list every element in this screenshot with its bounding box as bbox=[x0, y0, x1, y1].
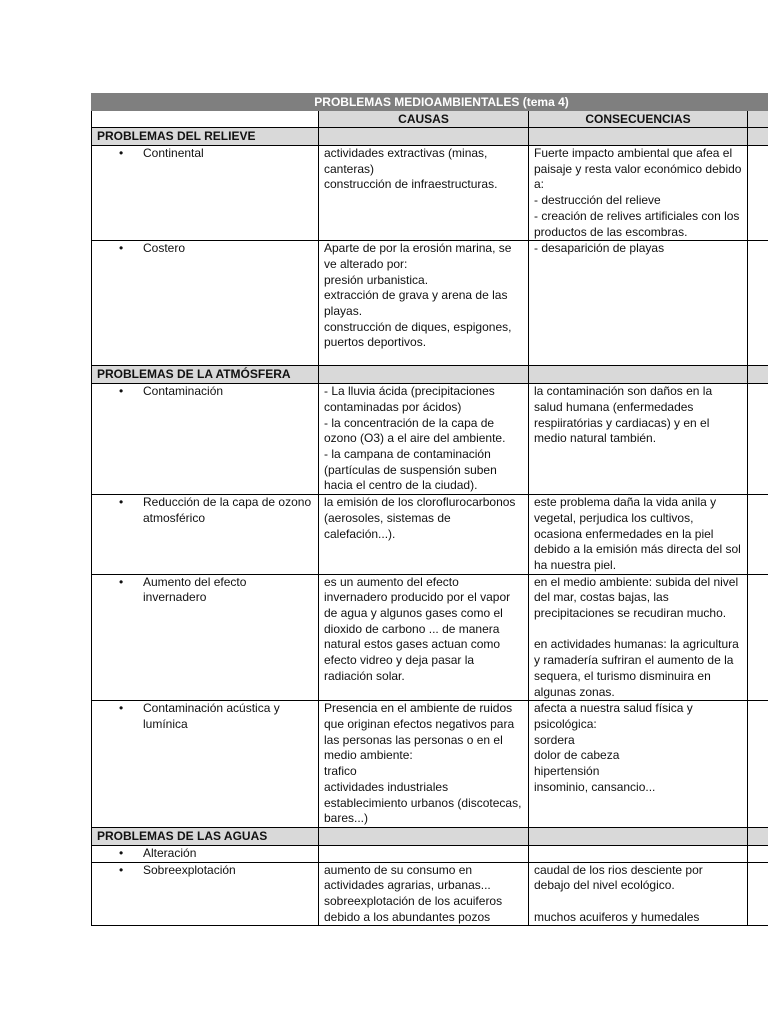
section-empty-cell bbox=[748, 827, 768, 845]
header-row bbox=[92, 111, 768, 128]
section-row-atmosfera bbox=[92, 366, 768, 384]
extra-cell bbox=[748, 701, 768, 828]
causas-cell: Presencia en el ambiente de ruidos que originan efectos negativos para las personas las personas o en el medio ambiente: trafico actividades industriales establecimiento urbanos (discotecas, bares...) bbox=[319, 701, 529, 828]
extra-cell bbox=[748, 146, 768, 241]
bullet-icon: • bbox=[119, 241, 124, 256]
problem-label: Reducción de la capa de ozono atmosférico bbox=[143, 495, 312, 525]
consecuencias-cell: caudal de los rios desciente por debajo del nivel ecológico. muchos acuiferos y humedales bbox=[529, 862, 748, 926]
section-empty-cell bbox=[748, 128, 768, 146]
problem-item bbox=[92, 862, 319, 926]
section-title: PROBLEMAS DE LA ATMÓSFERA bbox=[92, 366, 319, 384]
problem-label: Sobreexplotación bbox=[143, 862, 236, 877]
table-row bbox=[92, 241, 768, 366]
section-empty-cell bbox=[319, 128, 529, 146]
section-empty-cell bbox=[529, 366, 748, 384]
causas-cell: - La lluvia ácida (precipitaciones contaminadas por ácidos) - la concentración de la capa de ozono (O3) a el aire del ambiente. - la campana de contaminación (partículas de suspensión suben hacia el centro de la ciudad). bbox=[319, 384, 529, 495]
section-empty-cell bbox=[319, 366, 529, 384]
problem-item bbox=[92, 495, 319, 575]
section-empty-cell bbox=[319, 827, 529, 845]
consecuencias-cell: Fuerte impacto ambiental que afea el paisaje y resta valor económico debido a: - destrucción del relieve - creación de relives artificiales con los productos de las escombras. bbox=[529, 146, 748, 241]
bullet-icon: • bbox=[119, 574, 124, 589]
table-row bbox=[92, 146, 768, 241]
bullet-icon: • bbox=[119, 384, 124, 399]
header-extra-cell bbox=[748, 111, 768, 128]
extra-cell bbox=[748, 384, 768, 495]
consecuencias-cell: la contaminación son daños en la salud humana (enfermedades respiiratórias y cardiacas) y en el medio natural también. bbox=[529, 384, 748, 495]
consecuencias-cell: - desaparición de playas bbox=[529, 241, 748, 366]
causas-cell: Aparte de por la erosión marina, se ve alterado por: presión urbanistica. extracción de grava y arena de las playas. construcción de diques, espigones, puertos deportivos. bbox=[319, 241, 529, 366]
extra-cell bbox=[748, 495, 768, 575]
section-title: PROBLEMAS DEL RELIEVE bbox=[92, 128, 319, 146]
consecuencias-cell: en el medio ambiente: subida del nivel del mar, costas bajas, las precipitaciones se recudiran mucho. en actividades humanas: la agricultura y ramadería sufriran el aumento de la sequera, el turismo disminuira en algunas zonas. bbox=[529, 574, 748, 701]
bullet-icon: • bbox=[119, 862, 124, 877]
bullet-icon: • bbox=[119, 845, 124, 860]
section-row-relieve bbox=[92, 128, 768, 146]
bullet-icon: • bbox=[119, 495, 124, 510]
header-blank-cell bbox=[92, 111, 319, 128]
problem-label: Alteración bbox=[143, 845, 197, 860]
problem-item bbox=[92, 845, 319, 862]
section-empty-cell bbox=[748, 366, 768, 384]
problem-item bbox=[92, 701, 319, 828]
extra-cell bbox=[748, 574, 768, 701]
bullet-icon: • bbox=[119, 701, 124, 716]
header-causas: CAUSAS bbox=[319, 111, 529, 128]
causas-cell: la emisión de los cloroflurocarbonos (aerosoles, sistemas de calefación...). bbox=[319, 495, 529, 575]
problem-label: Contaminación bbox=[143, 384, 224, 399]
bullet-icon: • bbox=[119, 146, 124, 160]
causas-cell: actividades extractivas (minas, canteras) construcción de infraestructuras. bbox=[319, 146, 529, 241]
consecuencias-cell: afecta a nuestra salud física y psicológica: sordera dolor de cabeza hipertensión insominio, cansancio... bbox=[529, 701, 748, 828]
table-row bbox=[92, 574, 768, 701]
environmental-problems-sheet bbox=[91, 93, 768, 926]
causas-cell bbox=[319, 845, 529, 862]
problem-item bbox=[92, 146, 319, 241]
causas-cell: es un aumento del efecto invernadero producido por el vapor de agua y algunos gases como el dioxido de carbono ... de manera natural estos gases actuan como efecto vidreo y deja pasar la radiación solar. bbox=[319, 574, 529, 701]
problem-label: Costero bbox=[143, 241, 186, 256]
table-row bbox=[92, 495, 768, 575]
section-empty-cell bbox=[529, 128, 748, 146]
table-row bbox=[92, 862, 768, 926]
causas-cell: aumento de su consumo en actividades agrarias, urbanas... sobreexplotación de los acuiferos debido a los abundantes pozos bbox=[319, 862, 529, 926]
table-row bbox=[92, 384, 768, 495]
table-row bbox=[92, 845, 768, 862]
header-consecuencias: CONSECUENCIAS bbox=[529, 111, 748, 128]
extra-cell bbox=[748, 862, 768, 926]
extra-cell bbox=[748, 241, 768, 366]
title-row bbox=[92, 94, 768, 111]
problem-label: Continental bbox=[143, 146, 204, 160]
problem-label: Aumento del efecto invernadero bbox=[143, 574, 247, 605]
consecuencias-cell: este problema daña la vida anila y vegetal, perjudica los cultivos, ocasiona enfermedades en la piel debido a la emisión más directa del sol ha nuestra piel. bbox=[529, 495, 748, 575]
problem-item bbox=[92, 384, 319, 495]
table-title: PROBLEMAS MEDIOAMBIENTALES (tema 4) bbox=[92, 94, 768, 111]
consecuencias-cell bbox=[529, 845, 748, 862]
problem-item bbox=[92, 241, 319, 366]
problem-item bbox=[92, 574, 319, 701]
section-row-aguas bbox=[92, 827, 768, 845]
table-row bbox=[92, 701, 768, 828]
section-empty-cell bbox=[529, 827, 748, 845]
problems-table bbox=[91, 93, 768, 926]
problem-label: Contaminación acústica y lumínica bbox=[143, 701, 280, 731]
extra-cell bbox=[748, 845, 768, 862]
section-title: PROBLEMAS DE LAS AGUAS bbox=[92, 827, 319, 845]
